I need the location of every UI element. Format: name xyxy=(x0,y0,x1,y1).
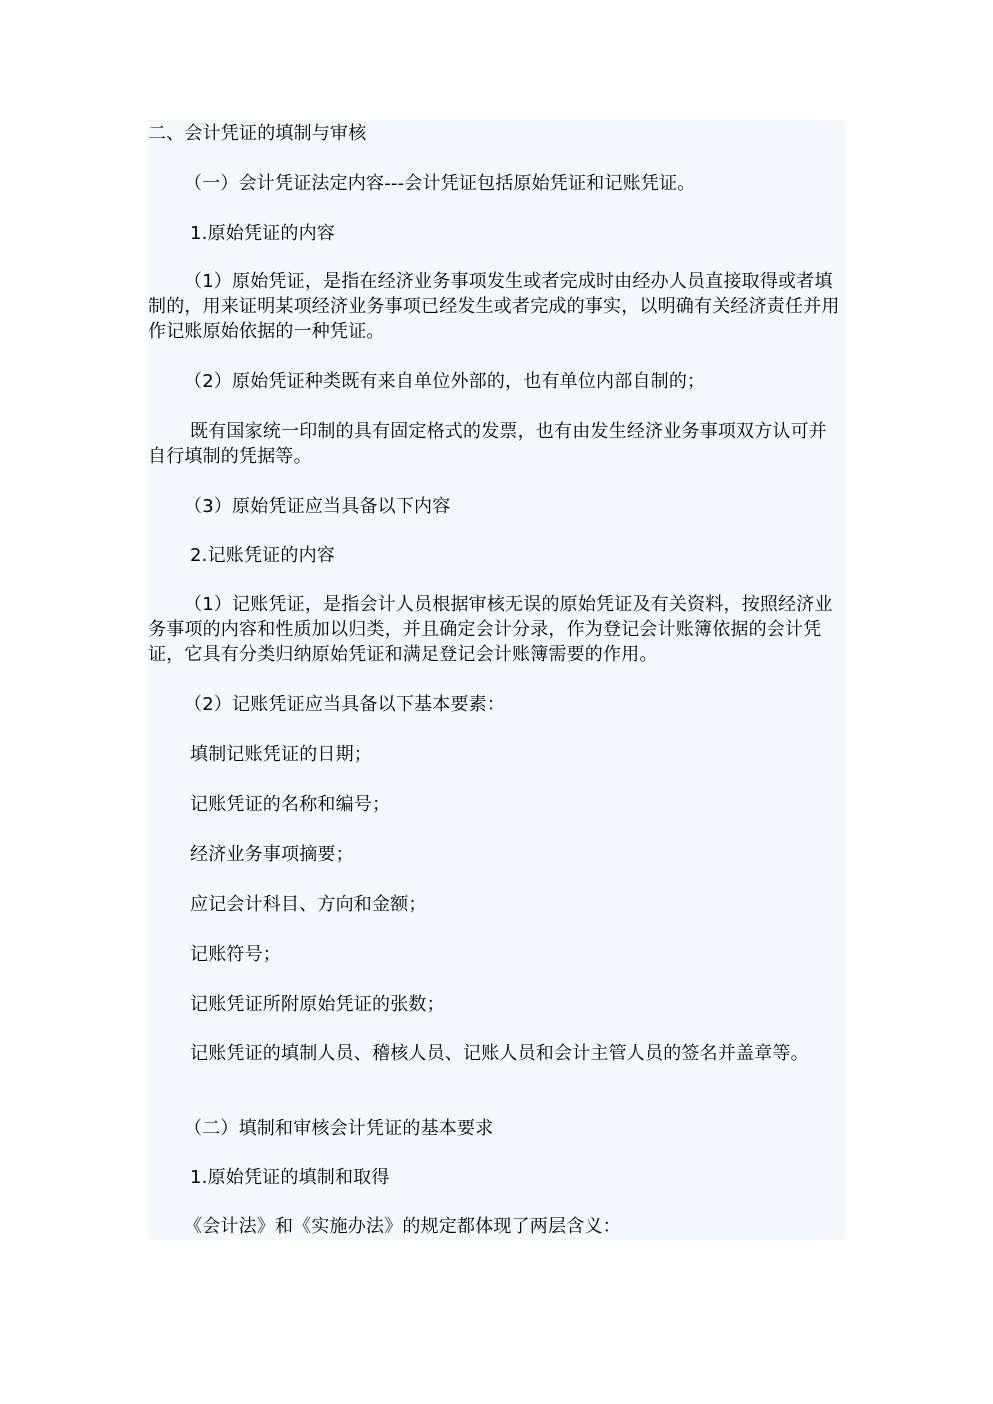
section-title-basic-requirements: （二）填制和审核会计凭证的基本要求 xyxy=(184,1118,494,1139)
section-title-legal-content: （一）会计凭证法定内容---会计凭证包括原始凭证和记账凭证。 xyxy=(184,173,696,194)
list-item-date: 填制记账凭证的日期； xyxy=(190,744,372,765)
paragraph-original-voucher-invoices: 既有国家统一印制的具有固定格式的发票，也有由发生经济业务事项双方认可并自行填制的凭据等。 xyxy=(148,421,827,467)
paragraph-law-meaning: 《会计法》和《实施办法》的规定都体现了两层含义： xyxy=(184,1216,621,1237)
paragraph-bookkeeping-voucher-definition: （1）记账凭证，是指会计人员根据审核无误的原始凭证及有关资料，按照经济业务事项的内容和性质加以归类，并且确定会计分录，作为登记会计账簿依据的会计凭证，它具有分类归纳原始凭证和满足登记会计账簿需要的作用。 xyxy=(148,594,833,665)
paragraph-original-voucher-definition: （1）原始凭证，是指在经济业务事项发生或者完成时由经办人员直接取得或者填制的，用来证明某项经济业务事项已经发生或者完成的事实，以明确有关经济责任并用作记账原始依据的一种凭证。 xyxy=(148,271,840,342)
subheading-filling-obtaining: 1.原始凭证的填制和取得 xyxy=(190,1167,390,1188)
subheading-original-voucher: 1.原始凭证的内容 xyxy=(190,223,335,244)
list-item-symbol: 记账符号； xyxy=(190,944,281,965)
document-content-block xyxy=(148,120,845,1240)
section-heading: 二、会计凭证的填制与审核 xyxy=(148,123,367,144)
paragraph-original-voucher-types: （2）原始凭证种类既有来自单位外部的，也有单位内部自制的； xyxy=(184,371,706,392)
paragraph-bookkeeping-voucher-elements: （2）记账凭证应当具备以下基本要素： xyxy=(184,694,506,715)
list-item-summary: 经济业务事项摘要； xyxy=(190,844,354,865)
subheading-bookkeeping-voucher: 2.记账凭证的内容 xyxy=(190,545,335,566)
list-item-signatures: 记账凭证的填制人员、稽核人员、记账人员和会计主管人员的签名并盖章等。 xyxy=(190,1043,809,1064)
list-item-attachments: 记账凭证所附原始凭证的张数； xyxy=(190,994,445,1015)
paragraph-original-voucher-requirements: （3）原始凭证应当具备以下内容 xyxy=(184,496,451,517)
list-item-name-number: 记账凭证的名称和编号； xyxy=(190,794,391,815)
list-item-accounts: 应记会计科目、方向和金额； xyxy=(190,894,427,915)
